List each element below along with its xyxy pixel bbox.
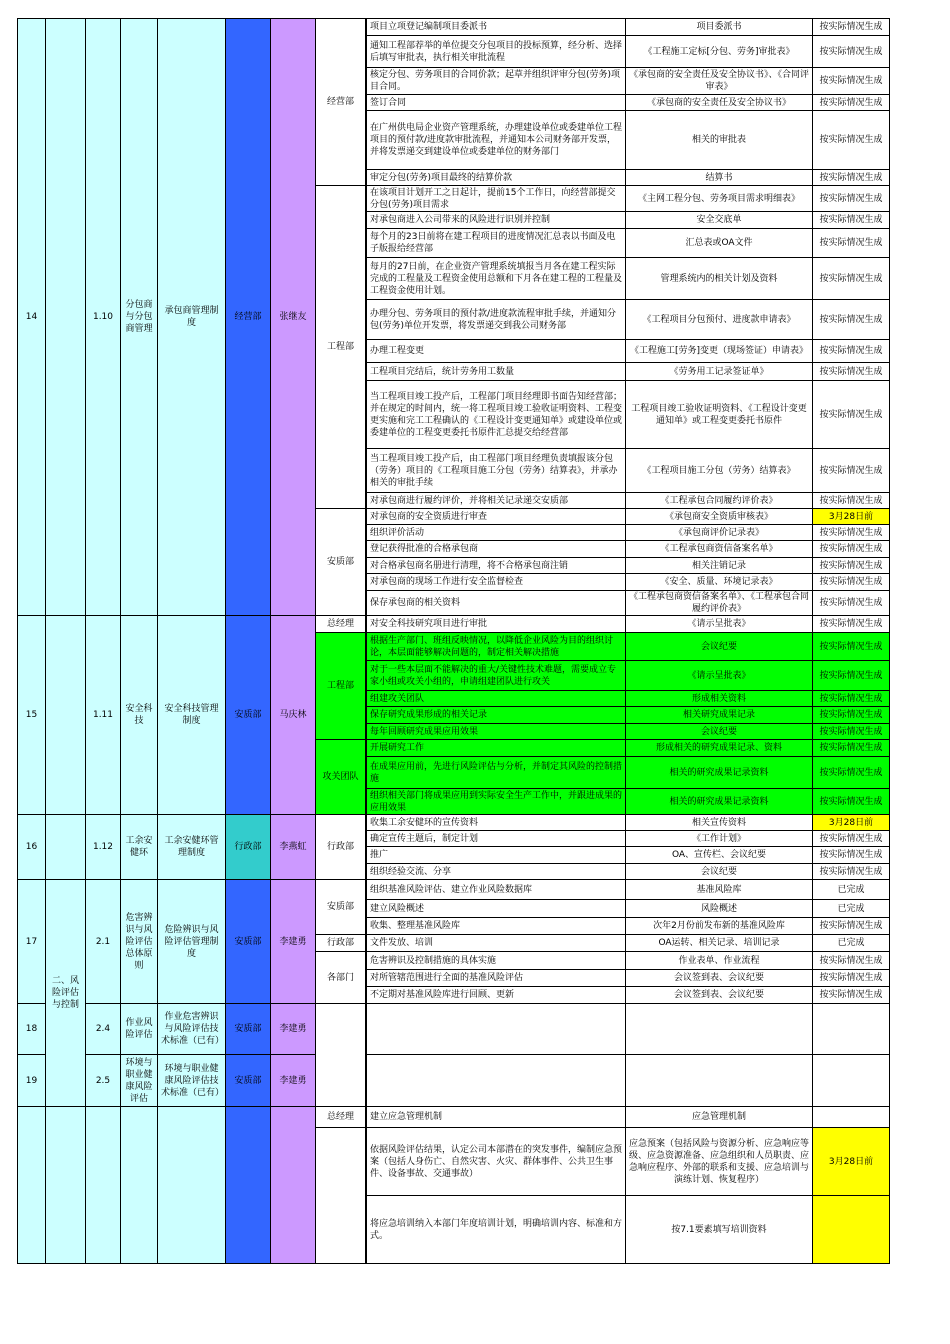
status-cell: 按实际情况生成 xyxy=(813,363,890,381)
responsible-owner: 马庆林 xyxy=(271,616,316,815)
output-cell: 《劳务用工记录签证单》 xyxy=(626,363,813,381)
status-cell: 按实际情况生成 xyxy=(813,831,890,847)
output-cell: 结算书 xyxy=(626,170,813,186)
task-cell: 对合格承包商名册进行清理，将不合格承包商注销 xyxy=(366,558,626,574)
output-cell: 《主网工程分包、劳务项目需求明细表》 xyxy=(626,186,813,212)
output-cell: 《工程承包商资信备案名单》 xyxy=(626,541,813,558)
task-cell: 通知工程部荐举的单位提交分包项目的投标预算，经分析、选择后填写审批表，执行相关审批流程 xyxy=(366,36,626,68)
sub-dept-cell: 工程部 xyxy=(316,186,366,509)
element-code: 1.10 xyxy=(86,18,121,616)
responsible-dept xyxy=(226,1107,271,1264)
task-cell: 建立应急管理机制 xyxy=(366,1107,626,1128)
status-cell: 按实际情况生成 xyxy=(813,170,890,186)
status-cell: 按实际情况生成 xyxy=(813,18,890,36)
status-cell: 3月28日前 xyxy=(813,509,890,525)
output-cell: 《承包商评价记录表》 xyxy=(626,525,813,541)
task-cell: 对承包商进入公司带来的风险进行识别并控制 xyxy=(366,212,626,229)
system-name: 环境与职业健康风险评估技术标准（已有） xyxy=(158,1055,226,1107)
task-cell: 办理工程变更 xyxy=(366,340,626,363)
output-cell: 《工程施工定标[分包、劳务]审批表》 xyxy=(626,36,813,68)
output-cell: 《工作计划》 xyxy=(626,831,813,847)
task-cell: 工程项目完结后，统计劳务用工数量 xyxy=(366,363,626,381)
output-cell: 应急管理机制 xyxy=(626,1107,813,1128)
status-cell: 按实际情况生成 xyxy=(813,186,890,212)
status-cell: 按实际情况生成 xyxy=(813,68,890,95)
category-cell xyxy=(46,1107,86,1264)
category-label: 二、风险评估与控制 xyxy=(46,880,86,1107)
task-cell: 根据生产部门、班组反映情况，以降低企业风险为目的组织讨论，本层面能够解决问题的，制定相关解决措施 xyxy=(366,633,626,661)
status-cell: 按实际情况生成 xyxy=(813,591,890,616)
output-cell: 会议签到表、会议纪要 xyxy=(626,987,813,1004)
element-code: 1.11 xyxy=(86,616,121,815)
output-cell: 《工程项目分包预付、进度款申请表》 xyxy=(626,300,813,340)
seq-number: 19 xyxy=(17,1055,46,1107)
task-cell: 每个月的23日前将在建工程项目的进度情况汇总表以书面及电子版报给经营部 xyxy=(366,229,626,258)
status-cell: 按实际情况生成 xyxy=(813,541,890,558)
element-name: 安全科技 xyxy=(121,616,158,815)
output-cell: 按7.1要素填写培训资料 xyxy=(626,1196,813,1264)
output-cell: 《安全、质量、环境记录表》 xyxy=(626,574,813,591)
task-cell: 收集工余安健环的宣传资料 xyxy=(366,815,626,831)
sub-dept-cell: 安质部 xyxy=(316,880,366,935)
status-cell: 按实际情况生成 xyxy=(813,789,890,815)
responsible-owner: 李燕虹 xyxy=(271,815,316,880)
seq-number: 15 xyxy=(17,616,46,815)
output-cell: 安全交底单 xyxy=(626,212,813,229)
status-cell: 按实际情况生成 xyxy=(813,691,890,707)
task-cell: 开展研究工作 xyxy=(366,740,626,757)
task-cell: 危害辨识及控制措施的具体实施 xyxy=(366,952,626,970)
seq-number: 18 xyxy=(17,1004,46,1055)
task-cell: 对安全科技研究项目进行审批 xyxy=(366,616,626,633)
sub-dept-cell: 各部门 xyxy=(316,952,366,1004)
seq-number: 16 xyxy=(17,815,46,880)
output-cell: 基准风险库 xyxy=(626,880,813,900)
status-cell: 按实际情况生成 xyxy=(813,847,890,864)
status-cell: 按实际情况生成 xyxy=(813,918,890,935)
responsible-dept: 安质部 xyxy=(226,616,271,815)
output-cell: 会议纪要 xyxy=(626,864,813,880)
sub-dept-cell xyxy=(316,1004,366,1107)
status-cell: 按实际情况生成 xyxy=(813,633,890,661)
task-cell: 每年回顾研究成果应用效果 xyxy=(366,724,626,740)
sub-dept-cell: 安质部 xyxy=(316,509,366,616)
status-cell: 按实际情况生成 xyxy=(813,340,890,363)
task-cell: 办理分包、劳务项目的预付款/进度款流程审批手续，并通知分包(劳务)单位开发票，将发票递交到我公司财务部 xyxy=(366,300,626,340)
status-cell: 按实际情况生成 xyxy=(813,952,890,970)
sub-dept-cell: 行政部 xyxy=(316,815,366,880)
category-cell xyxy=(46,815,86,880)
responsible-owner: 李建勇 xyxy=(271,1004,316,1055)
status-cell xyxy=(813,1004,890,1055)
task-cell: 组织基准风险评估、建立作业风险数据库 xyxy=(366,880,626,900)
sub-dept-cell: 总经理 xyxy=(316,1107,366,1128)
element-name: 作业风险评估 xyxy=(121,1004,158,1055)
element-name: 分包商与分包商管理 xyxy=(121,18,158,616)
output-cell: 汇总表或OA文件 xyxy=(626,229,813,258)
task-cell: 对所管辖范围进行全面的基准风险评估 xyxy=(366,970,626,987)
seq-number: 17 xyxy=(17,880,46,1004)
task-cell: 组织评价活动 xyxy=(366,525,626,541)
system-name: 承包商管理制度 xyxy=(158,18,226,616)
element-name xyxy=(121,1107,158,1264)
responsible-dept: 经营部 xyxy=(226,18,271,616)
status-cell: 按实际情况生成 xyxy=(813,258,890,300)
safety-management-table xyxy=(17,17,890,1267)
status-cell: 按实际情况生成 xyxy=(813,95,890,111)
status-cell: 按实际情况生成 xyxy=(813,558,890,574)
status-cell: 已完成 xyxy=(813,900,890,918)
task-cell xyxy=(366,1004,626,1055)
responsible-owner: 李建勇 xyxy=(271,1055,316,1107)
task-cell: 组建攻关团队 xyxy=(366,691,626,707)
task-cell: 核定分包、劳务项目的合同价款；起草并组织评审分包(劳务)项目合同。 xyxy=(366,68,626,95)
status-cell: 按实际情况生成 xyxy=(813,616,890,633)
task-cell: 项目立项登记编制项目委派书 xyxy=(366,18,626,36)
task-cell: 确定宣传主题后，制定计划 xyxy=(366,831,626,847)
task-cell: 在广州供电局企业资产管理系统，办理建设单位或委建单位工程项目的预付款/进度款审批流程，并通知本公司财务部开发票，并将发票递交到建设单位或委建单位的财务部门 xyxy=(366,111,626,170)
status-cell: 按实际情况生成 xyxy=(813,661,890,691)
output-cell: 相关研究成果记录 xyxy=(626,707,813,724)
task-cell: 不定期对基准风险库进行回顾、更新 xyxy=(366,987,626,1004)
status-cell: 按实际情况生成 xyxy=(813,864,890,880)
status-cell: 3月28日前 xyxy=(813,1128,890,1196)
responsible-owner: 张继友 xyxy=(271,18,316,616)
task-cell: 登记获得批准的合格承包商 xyxy=(366,541,626,558)
output-cell: 形成相关资料 xyxy=(626,691,813,707)
task-cell: 将应急培训纳入本部门年度培训计划，明确培训内容、标准和方式。 xyxy=(366,1196,626,1264)
output-cell: 相关的研究成果记录资料 xyxy=(626,789,813,815)
task-cell: 对承包商的现场工作进行安全监督检查 xyxy=(366,574,626,591)
task-cell: 对于一些本层面不能解决的重大/关键性技术难题，需要成立专家小组或攻关小组的，申请组建团队进行攻关 xyxy=(366,661,626,691)
output-cell: 相关宣传资料 xyxy=(626,815,813,831)
status-cell: 按实际情况生成 xyxy=(813,212,890,229)
status-cell: 按实际情况生成 xyxy=(813,525,890,541)
output-cell: 《工程承包合同履约评价表》 xyxy=(626,493,813,509)
status-cell xyxy=(813,1055,890,1107)
status-cell xyxy=(813,1196,890,1264)
output-cell xyxy=(626,1004,813,1055)
element-code: 1.12 xyxy=(86,815,121,880)
status-cell: 按实际情况生成 xyxy=(813,724,890,740)
seq-number: 14 xyxy=(17,18,46,616)
status-cell: 按实际情况生成 xyxy=(813,300,890,340)
element-code: 2.5 xyxy=(86,1055,121,1107)
status-cell: 按实际情况生成 xyxy=(813,707,890,724)
status-cell xyxy=(813,1107,890,1128)
output-cell: 项目委派书 xyxy=(626,18,813,36)
system-name: 作业危害辨识与风险评估技术标准（已有） xyxy=(158,1004,226,1055)
task-cell: 推广 xyxy=(366,847,626,864)
output-cell: 应急预案（包括风险与资源分析、应急响应等级、应急资源准备、应急组织和人员职责、应急响应程序、外部的联系和支援、应急培训与演练计划、恢复程序） xyxy=(626,1128,813,1196)
status-cell: 按实际情况生成 xyxy=(813,757,890,789)
task-cell: 保存承包商的相关资料 xyxy=(366,591,626,616)
task-cell: 建立风险概述 xyxy=(366,900,626,918)
task-cell: 在该项目计划开工之日起计，提前15个工作日，向经营部提交分包(劳务)项目需求 xyxy=(366,186,626,212)
status-cell: 按实际情况生成 xyxy=(813,970,890,987)
responsible-owner xyxy=(271,1107,316,1264)
output-cell: OA、宣传栏、会议纪要 xyxy=(626,847,813,864)
output-cell: 工程项目竣工验收证明资料、《工程设计变更通知单》或工程变更委托书原件 xyxy=(626,381,813,449)
task-cell: 在成果应用前，先进行风险评估与分析，并制定其风险的控制措施 xyxy=(366,757,626,789)
task-cell: 当工程项目竣工投产后，由工程部门项目经理负责填报该分包（劳务）项目的《工程项目施工分包（劳务）结算表》，并承办相关的审批手续 xyxy=(366,449,626,493)
task-cell: 组织经验交流、分享 xyxy=(366,864,626,880)
output-cell: 形成相关的研究成果记录、资料 xyxy=(626,740,813,757)
sub-dept-cell xyxy=(316,1128,366,1264)
status-cell: 按实际情况生成 xyxy=(813,987,890,1004)
output-cell: 管理系统内的相关计划及资料 xyxy=(626,258,813,300)
output-cell: 《承包商的安全责任及安全协议书》、《合同评审表》 xyxy=(626,68,813,95)
category-cell xyxy=(46,18,86,616)
system-name xyxy=(158,1107,226,1264)
output-cell: 《请示呈批表》 xyxy=(626,661,813,691)
task-cell: 审定分包(劳务)项目最终的结算价款 xyxy=(366,170,626,186)
task-cell: 收集、整理基准风险库 xyxy=(366,918,626,935)
output-cell: 相关注销记录 xyxy=(626,558,813,574)
output-cell: OA运转、相关记录、培训记录 xyxy=(626,935,813,952)
output-cell: 会议签到表、会议纪要 xyxy=(626,970,813,987)
output-cell: 作业表单、作业流程 xyxy=(626,952,813,970)
status-cell: 3月28日前 xyxy=(813,815,890,831)
status-cell: 按实际情况生成 xyxy=(813,381,890,449)
output-cell: 《请示呈批表》 xyxy=(626,616,813,633)
element-name: 危害辨识与风险评估总体原则 xyxy=(121,880,158,1004)
output-cell: 相关的审批表 xyxy=(626,111,813,170)
status-cell: 已完成 xyxy=(813,935,890,952)
system-name: 安全科技管理制度 xyxy=(158,616,226,815)
sub-dept-cell: 攻关团队 xyxy=(316,740,366,815)
task-cell: 对承包商进行履约评价，并将相关记录递交安质部 xyxy=(366,493,626,509)
responsible-dept: 安质部 xyxy=(226,1004,271,1055)
status-cell: 按实际情况生成 xyxy=(813,574,890,591)
element-code: 2.1 xyxy=(86,880,121,1004)
status-cell: 按实际情况生成 xyxy=(813,111,890,170)
element-name: 环境与职业健康风险评估 xyxy=(121,1055,158,1107)
responsible-dept: 安质部 xyxy=(226,1055,271,1107)
status-cell: 按实际情况生成 xyxy=(813,229,890,258)
output-cell: 会议纪要 xyxy=(626,724,813,740)
status-cell: 按实际情况生成 xyxy=(813,36,890,68)
output-cell: 风险概述 xyxy=(626,900,813,918)
task-cell: 签订合同 xyxy=(366,95,626,111)
responsible-dept: 行政部 xyxy=(226,815,271,880)
status-cell: 按实际情况生成 xyxy=(813,493,890,509)
element-name: 工余安健环 xyxy=(121,815,158,880)
system-name: 工余安健环管理制度 xyxy=(158,815,226,880)
responsible-dept: 安质部 xyxy=(226,880,271,1004)
output-cell: 《承包商的安全责任及安全协议书》 xyxy=(626,95,813,111)
output-cell: 《工程施工[劳务]变更（现场签证）申请表》 xyxy=(626,340,813,363)
responsible-owner: 李建勇 xyxy=(271,880,316,1004)
output-cell: 《工程承包商资信备案名单》、《工程承包合同履约评价表》 xyxy=(626,591,813,616)
output-cell: 《工程项目施工分包（劳务）结算表》 xyxy=(626,449,813,493)
task-cell: 每月的27日前，在企业资产管理系统填报当月各在建工程实际完成的工程量及工程资金使用总额和下月各在建工程的工程量及工程资金使用计划。 xyxy=(366,258,626,300)
element-code: 2.4 xyxy=(86,1004,121,1055)
output-cell: 次年2月份前发布新的基准风险库 xyxy=(626,918,813,935)
task-cell: 依据风险评估结果，认定公司本部潜在的突发事件，编制应急预案（包括人身伤亡、自然灾害、火灾、群体事件、公共卫生事件、设备事故、交通事故） xyxy=(366,1128,626,1196)
system-name: 危险辨识与风险评估管理制度 xyxy=(158,880,226,1004)
status-cell: 按实际情况生成 xyxy=(813,449,890,493)
output-cell: 相关的研究成果记录资料 xyxy=(626,757,813,789)
status-cell: 按实际情况生成 xyxy=(813,740,890,757)
task-cell xyxy=(366,1055,626,1107)
task-cell: 保存研究成果形成的相关记录 xyxy=(366,707,626,724)
seq-number xyxy=(17,1107,46,1264)
output-cell: 会议纪要 xyxy=(626,633,813,661)
category-cell xyxy=(46,616,86,815)
task-cell: 当工程项目竣工投产后，工程部门项目经理即书面告知经营部；并在规定的时间内，统一将工程项目竣工验收证明资料、工程变更实施和完工工程确认的《工程设计变更通知单》或建设单位或委建单位的工程变更委托书原件汇总提交给经营部 xyxy=(366,381,626,449)
sub-dept-cell: 行政部 xyxy=(316,935,366,952)
task-cell: 组织相关部门将成果应用到实际安全生产工作中，并跟进成果的应用效果 xyxy=(366,789,626,815)
status-cell: 已完成 xyxy=(813,880,890,900)
sub-dept-cell: 工程部 xyxy=(316,633,366,740)
output-cell: 《承包商安全资质审核表》 xyxy=(626,509,813,525)
task-cell: 文件发放、培训 xyxy=(366,935,626,952)
task-cell: 对承包商的安全资质进行审查 xyxy=(366,509,626,525)
output-cell xyxy=(626,1055,813,1107)
sub-dept-cell: 经营部 xyxy=(316,18,366,186)
sub-dept-cell: 总经理 xyxy=(316,616,366,633)
element-code xyxy=(86,1107,121,1264)
